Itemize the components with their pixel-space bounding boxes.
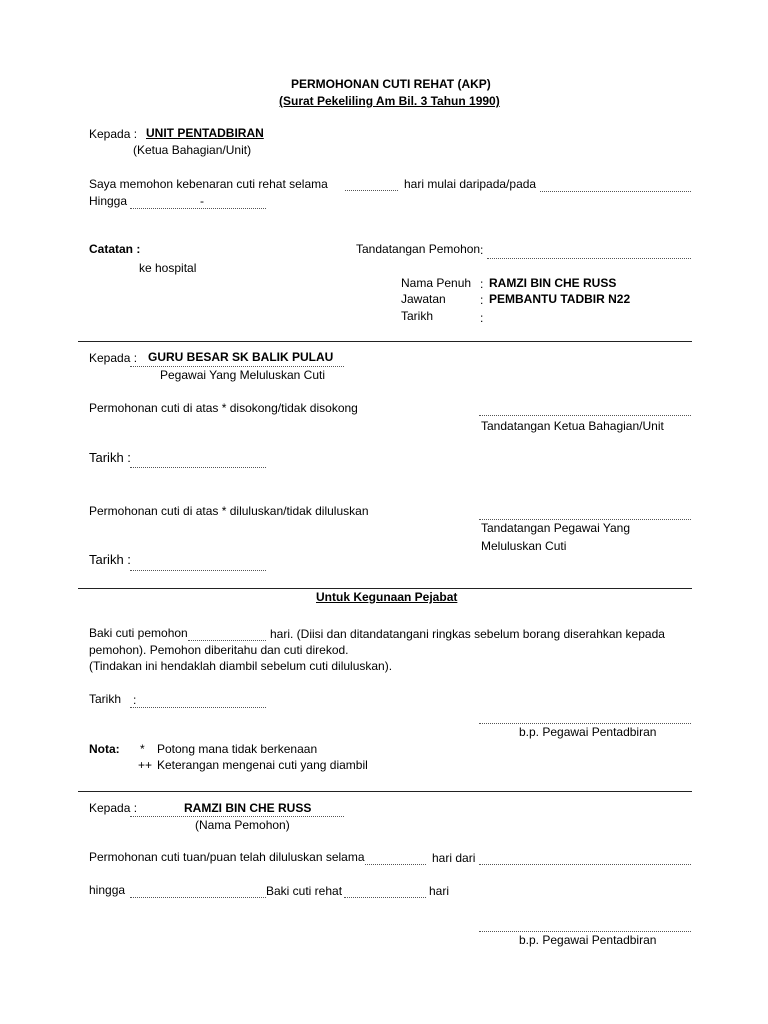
nama-colon: :: [480, 277, 484, 291]
approved-start-field[interactable]: [479, 864, 691, 865]
tarikh-colon-4: :: [133, 693, 137, 707]
form-subtitle: (Surat Pekeliling Am Bil. 3 Tahun 1990): [279, 94, 500, 108]
divider-1: [78, 341, 692, 342]
tarikh-label-3: Tarikh :: [89, 552, 131, 567]
kepada-underline-4: [130, 816, 344, 817]
approver-signature-field[interactable]: [479, 519, 691, 520]
baki-rehat-label: Baki cuti rehat: [266, 884, 343, 898]
nota-label: Nota:: [89, 742, 120, 756]
signature-colon: :: [480, 243, 484, 257]
jawatan-colon: :: [480, 293, 484, 307]
kepada-role-2: Pegawai Yang Meluluskan Cuti: [160, 368, 325, 382]
hari-mulai-text: hari mulai daripada/pada: [404, 177, 537, 191]
head-signature-label: Tandatangan Ketua Bahagian/Unit: [481, 419, 664, 433]
kepada-applicant: RAMZI BIN CHE RUSS: [184, 801, 312, 815]
approve-text: Permohonan cuti di atas * diluluskan/tidak diluluskan: [89, 504, 369, 518]
tarikh-colon-1: :: [480, 311, 484, 325]
duration-field[interactable]: [345, 190, 398, 191]
hari-dari-text: hari dari: [432, 851, 476, 865]
head-signature-field[interactable]: [479, 415, 691, 416]
jawatan-value: PEMBANTU TADBIR N22: [489, 292, 631, 306]
kepada-role-1: (Ketua Bahagian/Unit): [133, 143, 252, 157]
kepada-underline-2: [130, 366, 344, 367]
admin-signature-field-2[interactable]: [479, 931, 691, 932]
support-text: Permohonan cuti di atas * disokong/tidak disokong: [89, 401, 358, 415]
baki-text-3: (Tindakan ini hendaklah diambil sebelum cuti diluluskan).: [89, 659, 393, 673]
hingga-label: Hingga: [89, 194, 128, 208]
bp-label-2: b.p. Pegawai Pentadbiran: [519, 933, 657, 947]
office-use-heading: Untuk Kegunaan Pejabat: [316, 590, 458, 604]
admin-signature-field-1[interactable]: [479, 723, 691, 724]
nama-label: Nama Penuh: [401, 276, 472, 290]
divider-3: [78, 791, 692, 792]
request-text: Saya memohon kebenaran cuti rehat selama: [89, 177, 328, 191]
form-title: PERMOHONAN CUTI REHAT (AKP): [291, 77, 491, 91]
baki-text-2: pemohon). Pemohon diberitahu dan cuti direkod.: [89, 643, 349, 657]
kepada-label-1: Kepada :: [89, 127, 138, 141]
signature-label: Tandatangan Pemohon: [356, 242, 481, 256]
divider-2: [78, 588, 692, 589]
nota-item-2: Keterangan mengenai cuti yang diambil: [157, 758, 368, 772]
nota-item-1: Potong mana tidak berkenaan: [157, 742, 318, 756]
kepada-role-4: (Nama Pemohon): [195, 818, 290, 832]
approved-duration-field[interactable]: [365, 864, 426, 865]
baki-field[interactable]: [188, 640, 266, 641]
kepada-unit: UNIT PENTADBIRAN: [146, 126, 264, 140]
catatan-value: ke hospital: [139, 261, 197, 275]
start-date-field[interactable]: [540, 191, 691, 192]
approved-text: Permohonan cuti tuan/puan telah diluluskan selama: [89, 850, 365, 864]
approver-signature-label-1: Tandatangan Pegawai Yang: [481, 521, 631, 535]
baki-rehat-field[interactable]: [344, 897, 426, 898]
catatan-label: Catatan :: [89, 242, 141, 256]
approved-end-field[interactable]: [130, 897, 266, 898]
nama-value: RAMZI BIN CHE RUSS: [489, 276, 617, 290]
baki-text-1: hari. (Diisi dan ditandatangani ringkas sebelum borang diserahkan kepada: [270, 627, 665, 641]
tarikh-label-4: Tarikh: [89, 692, 122, 706]
nota-marker-2: ++: [138, 758, 153, 772]
hingga-dash: -: [200, 194, 204, 208]
hari-label-4: hari: [429, 884, 450, 898]
hingga-label-4: hingga: [89, 883, 126, 897]
baki-label: Baki cuti pemohon: [89, 626, 188, 640]
tarikh-field-4[interactable]: [130, 707, 266, 708]
kepada-label-4: Kepada :: [89, 801, 138, 815]
jawatan-label: Jawatan: [401, 292, 446, 306]
applicant-signature-field[interactable]: [487, 258, 691, 259]
tarikh-field-3[interactable]: [130, 570, 266, 571]
kepada-guru-besar: GURU BESAR SK BALIK PULAU: [148, 350, 334, 364]
nota-marker-1: *: [140, 742, 145, 756]
approver-signature-label-2: Meluluskan Cuti: [481, 539, 567, 553]
kepada-label-2: Kepada :: [89, 351, 138, 365]
end-date-field[interactable]: [130, 208, 266, 209]
tarikh-label-2: Tarikh :: [89, 450, 131, 465]
tarikh-field-2[interactable]: [130, 467, 266, 468]
tarikh-label-1: Tarikh: [401, 309, 434, 323]
bp-label-1: b.p. Pegawai Pentadbiran: [519, 725, 657, 739]
